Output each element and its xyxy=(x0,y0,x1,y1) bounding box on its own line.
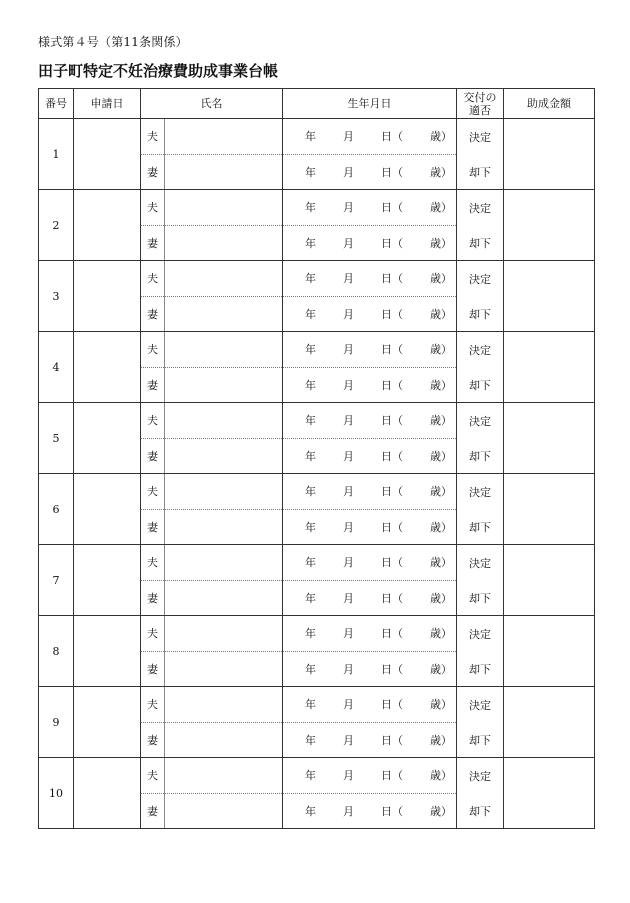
age-label: 歳） xyxy=(430,520,452,534)
day-label: 日（ xyxy=(381,449,403,463)
wife-birthdate-cell[interactable] xyxy=(283,722,457,758)
wife-label: 妻 xyxy=(141,651,165,687)
age-label: 歳） xyxy=(430,485,452,499)
husband-name-cell[interactable] xyxy=(165,119,283,155)
age-label: 歳） xyxy=(430,627,452,641)
page-title: 田子町特定不妊治療費助成事業台帳 xyxy=(38,62,279,80)
year-label: 年 xyxy=(305,627,316,641)
grant-amount-cell[interactable] xyxy=(504,403,595,474)
age-label: 歳） xyxy=(430,769,452,783)
application-date-cell[interactable] xyxy=(74,616,141,687)
row-number: 10 xyxy=(39,758,74,829)
header-amount: 助成金額 xyxy=(504,89,595,119)
table-row xyxy=(39,332,595,368)
age-label: 歳） xyxy=(430,733,452,747)
table-row xyxy=(39,687,595,723)
year-label: 年 xyxy=(305,165,316,179)
application-date-cell[interactable] xyxy=(74,474,141,545)
day-label: 日（ xyxy=(381,520,403,534)
wife-birthdate-cell[interactable] xyxy=(283,367,457,403)
year-label: 年 xyxy=(305,733,316,747)
row-number: 5 xyxy=(39,403,74,474)
husband-birthdate-cell[interactable] xyxy=(283,758,457,794)
year-label: 年 xyxy=(305,662,316,676)
month-label: 月 xyxy=(343,378,354,392)
husband-label: 夫 xyxy=(141,332,165,368)
reject-option[interactable]: 却下 xyxy=(457,154,504,190)
wife-birthdate-cell[interactable] xyxy=(283,509,457,545)
age-label: 歳） xyxy=(430,556,452,570)
day-label: 日（ xyxy=(381,591,403,605)
year-label: 年 xyxy=(305,201,316,215)
day-label: 日（ xyxy=(381,698,403,712)
approve-option[interactable]: 決定 xyxy=(457,545,504,581)
husband-birthdate-cell[interactable] xyxy=(283,616,457,652)
month-label: 月 xyxy=(343,520,354,534)
husband-birthdate-cell[interactable] xyxy=(283,545,457,581)
approve-option[interactable]: 決定 xyxy=(457,474,504,510)
wife-birthdate-cell[interactable] xyxy=(283,438,457,474)
wife-name-cell[interactable] xyxy=(165,296,283,332)
husband-birthdate-cell[interactable] xyxy=(283,261,457,297)
header-birth: 生年月日 xyxy=(283,89,457,119)
day-label: 日（ xyxy=(381,272,403,286)
day-label: 日（ xyxy=(381,236,403,250)
month-label: 月 xyxy=(343,414,354,428)
month-label: 月 xyxy=(343,698,354,712)
husband-name-cell[interactable] xyxy=(165,616,283,652)
header-decision-line1: 交付の xyxy=(463,90,497,104)
husband-label: 夫 xyxy=(141,119,165,155)
day-label: 日（ xyxy=(381,378,403,392)
wife-name-cell[interactable] xyxy=(165,225,283,261)
husband-name-cell[interactable] xyxy=(165,190,283,226)
year-label: 年 xyxy=(305,343,316,357)
month-label: 月 xyxy=(343,343,354,357)
month-label: 月 xyxy=(343,272,354,286)
wife-birthdate-cell[interactable] xyxy=(283,651,457,687)
reject-option[interactable]: 却下 xyxy=(457,793,504,829)
grant-amount-cell[interactable] xyxy=(504,119,595,190)
husband-label: 夫 xyxy=(141,545,165,581)
ledger-table xyxy=(38,88,595,829)
table-row xyxy=(39,403,595,439)
husband-name-cell[interactable] xyxy=(165,687,283,723)
year-label: 年 xyxy=(305,414,316,428)
husband-name-cell[interactable] xyxy=(165,758,283,794)
grant-amount-cell[interactable] xyxy=(504,261,595,332)
year-label: 年 xyxy=(305,130,316,144)
day-label: 日（ xyxy=(381,485,403,499)
year-label: 年 xyxy=(305,272,316,286)
age-label: 歳） xyxy=(430,414,452,428)
month-label: 月 xyxy=(343,591,354,605)
application-date-cell[interactable] xyxy=(74,261,141,332)
wife-birthdate-cell[interactable] xyxy=(283,225,457,261)
day-label: 日（ xyxy=(381,414,403,428)
age-label: 歳） xyxy=(430,662,452,676)
month-label: 月 xyxy=(343,627,354,641)
header-decision xyxy=(457,89,504,119)
year-label: 年 xyxy=(305,804,316,818)
ledger-body xyxy=(39,119,595,829)
age-label: 歳） xyxy=(430,343,452,357)
wife-name-cell[interactable] xyxy=(165,722,283,758)
husband-label: 夫 xyxy=(141,190,165,226)
application-date-cell[interactable] xyxy=(74,332,141,403)
month-label: 月 xyxy=(343,804,354,818)
approve-option[interactable]: 決定 xyxy=(457,332,504,368)
application-date-cell[interactable] xyxy=(74,758,141,829)
year-label: 年 xyxy=(305,449,316,463)
reject-option[interactable]: 却下 xyxy=(457,651,504,687)
year-label: 年 xyxy=(305,307,316,321)
header-decision-line2: 適否 xyxy=(469,103,491,117)
husband-label: 夫 xyxy=(141,474,165,510)
husband-birthdate-cell[interactable] xyxy=(283,687,457,723)
grant-amount-cell[interactable] xyxy=(504,616,595,687)
day-label: 日（ xyxy=(381,769,403,783)
year-label: 年 xyxy=(305,378,316,392)
month-label: 月 xyxy=(343,449,354,463)
header-name: 氏名 xyxy=(141,89,283,119)
husband-label: 夫 xyxy=(141,687,165,723)
row-number: 2 xyxy=(39,190,74,261)
month-label: 月 xyxy=(343,733,354,747)
age-label: 歳） xyxy=(430,378,452,392)
grant-amount-cell[interactable] xyxy=(504,332,595,403)
age-label: 歳） xyxy=(430,591,452,605)
application-date-cell[interactable] xyxy=(74,190,141,261)
wife-name-cell[interactable] xyxy=(165,367,283,403)
grant-amount-cell[interactable] xyxy=(504,545,595,616)
row-number: 8 xyxy=(39,616,74,687)
grant-amount-cell[interactable] xyxy=(504,474,595,545)
age-label: 歳） xyxy=(430,307,452,321)
row-number: 1 xyxy=(39,119,74,190)
wife-label: 妻 xyxy=(141,367,165,403)
day-label: 日（ xyxy=(381,165,403,179)
row-number: 3 xyxy=(39,261,74,332)
grant-amount-cell[interactable] xyxy=(504,758,595,829)
day-label: 日（ xyxy=(381,343,403,357)
reject-option[interactable]: 却下 xyxy=(457,438,504,474)
day-label: 日（ xyxy=(381,733,403,747)
month-label: 月 xyxy=(343,769,354,783)
age-label: 歳） xyxy=(430,698,452,712)
application-date-cell[interactable] xyxy=(74,119,141,190)
wife-label: 妻 xyxy=(141,154,165,190)
header-date: 申請日 xyxy=(74,89,141,119)
grant-amount-cell[interactable] xyxy=(504,687,595,758)
age-label: 歳） xyxy=(430,236,452,250)
day-label: 日（ xyxy=(381,804,403,818)
age-label: 歳） xyxy=(430,804,452,818)
row-number: 6 xyxy=(39,474,74,545)
approve-option[interactable]: 決定 xyxy=(457,687,504,723)
husband-birthdate-cell[interactable] xyxy=(283,332,457,368)
wife-name-cell[interactable] xyxy=(165,793,283,829)
wife-name-cell[interactable] xyxy=(165,651,283,687)
wife-name-cell[interactable] xyxy=(165,154,283,190)
wife-birthdate-cell[interactable] xyxy=(283,154,457,190)
approve-option[interactable]: 決定 xyxy=(457,261,504,297)
row-number: 4 xyxy=(39,332,74,403)
wife-name-cell[interactable] xyxy=(165,580,283,616)
day-label: 日（ xyxy=(381,556,403,570)
wife-label: 妻 xyxy=(141,509,165,545)
month-label: 月 xyxy=(343,130,354,144)
application-date-cell[interactable] xyxy=(74,403,141,474)
wife-birthdate-cell[interactable] xyxy=(283,793,457,829)
table-row xyxy=(39,474,595,510)
husband-label: 夫 xyxy=(141,261,165,297)
husband-name-cell[interactable] xyxy=(165,545,283,581)
wife-label: 妻 xyxy=(141,722,165,758)
reject-option[interactable]: 却下 xyxy=(457,225,504,261)
table-row xyxy=(39,758,595,794)
row-number: 9 xyxy=(39,687,74,758)
month-label: 月 xyxy=(343,236,354,250)
husband-name-cell[interactable] xyxy=(165,474,283,510)
table-row xyxy=(39,119,595,155)
table-row xyxy=(39,190,595,226)
day-label: 日（ xyxy=(381,130,403,144)
table-row xyxy=(39,616,595,652)
husband-birthdate-cell[interactable] xyxy=(283,403,457,439)
approve-option[interactable]: 決定 xyxy=(457,403,504,439)
grant-amount-cell[interactable] xyxy=(504,190,595,261)
header-no: 番号 xyxy=(39,89,74,119)
form-number: 様式第４号（第11条関係） xyxy=(38,35,188,49)
month-label: 月 xyxy=(343,662,354,676)
month-label: 月 xyxy=(343,485,354,499)
approve-option[interactable]: 決定 xyxy=(457,119,504,155)
reject-option[interactable]: 却下 xyxy=(457,509,504,545)
age-label: 歳） xyxy=(430,130,452,144)
year-label: 年 xyxy=(305,698,316,712)
day-label: 日（ xyxy=(381,201,403,215)
wife-label: 妻 xyxy=(141,793,165,829)
age-label: 歳） xyxy=(430,449,452,463)
wife-label: 妻 xyxy=(141,438,165,474)
year-label: 年 xyxy=(305,236,316,250)
age-label: 歳） xyxy=(430,272,452,286)
wife-label: 妻 xyxy=(141,225,165,261)
approve-option[interactable]: 決定 xyxy=(457,758,504,794)
husband-label: 夫 xyxy=(141,616,165,652)
month-label: 月 xyxy=(343,201,354,215)
year-label: 年 xyxy=(305,769,316,783)
application-date-cell[interactable] xyxy=(74,687,141,758)
husband-birthdate-cell[interactable] xyxy=(283,119,457,155)
year-label: 年 xyxy=(305,485,316,499)
wife-birthdate-cell[interactable] xyxy=(283,296,457,332)
year-label: 年 xyxy=(305,591,316,605)
wife-name-cell[interactable] xyxy=(165,438,283,474)
day-label: 日（ xyxy=(381,627,403,641)
husband-name-cell[interactable] xyxy=(165,261,283,297)
reject-option[interactable]: 却下 xyxy=(457,296,504,332)
month-label: 月 xyxy=(343,556,354,570)
wife-label: 妻 xyxy=(141,580,165,616)
husband-birthdate-cell[interactable] xyxy=(283,190,457,226)
age-label: 歳） xyxy=(430,201,452,215)
month-label: 月 xyxy=(343,307,354,321)
header-row xyxy=(39,89,595,119)
husband-name-cell[interactable] xyxy=(165,403,283,439)
day-label: 日（ xyxy=(381,307,403,321)
wife-name-cell[interactable] xyxy=(165,509,283,545)
age-label: 歳） xyxy=(430,165,452,179)
year-label: 年 xyxy=(305,556,316,570)
reject-option[interactable]: 却下 xyxy=(457,580,504,616)
approve-option[interactable]: 決定 xyxy=(457,190,504,226)
husband-label: 夫 xyxy=(141,758,165,794)
husband-name-cell[interactable] xyxy=(165,332,283,368)
husband-label: 夫 xyxy=(141,403,165,439)
reject-option[interactable]: 却下 xyxy=(457,367,504,403)
month-label: 月 xyxy=(343,165,354,179)
application-date-cell[interactable] xyxy=(74,545,141,616)
day-label: 日（ xyxy=(381,662,403,676)
reject-option[interactable]: 却下 xyxy=(457,722,504,758)
row-number: 7 xyxy=(39,545,74,616)
year-label: 年 xyxy=(305,520,316,534)
wife-birthdate-cell[interactable] xyxy=(283,580,457,616)
table-row xyxy=(39,545,595,581)
husband-birthdate-cell[interactable] xyxy=(283,474,457,510)
table-row xyxy=(39,261,595,297)
wife-label: 妻 xyxy=(141,296,165,332)
approve-option[interactable]: 決定 xyxy=(457,616,504,652)
